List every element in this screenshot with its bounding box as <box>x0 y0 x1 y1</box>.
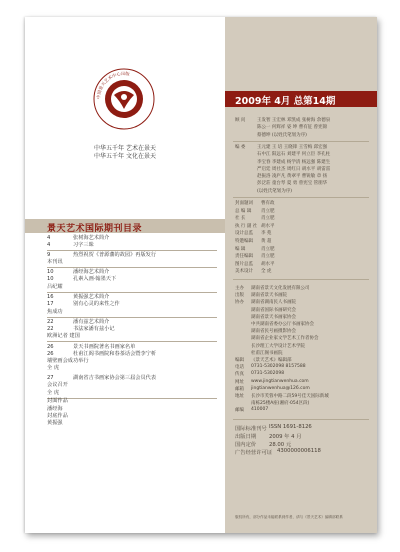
toc-entry-title[interactable]: 张树海艺术简介 <box>73 235 110 241</box>
right-column <box>225 17 377 533</box>
toc-divider <box>47 292 217 293</box>
staff-role: 总 编 辑 <box>235 208 252 214</box>
staff-role: 美术设计 <box>235 269 253 275</box>
publisher-label: 电话 <box>235 365 244 371</box>
publisher-value: 中共湖南省委办公厅书画家协会 <box>251 322 314 327</box>
publisher-value: 湖南省国际书画研究会 <box>251 307 296 313</box>
staff-names: 胡水平 <box>261 261 275 267</box>
toc-entry-title[interactable]: 会议召开 <box>47 382 68 388</box>
toc-divider <box>47 341 217 342</box>
toc-divider <box>47 267 217 268</box>
toc-entry-title[interactable]: 焦成功 <box>47 309 63 315</box>
toc-entry-page: 4 <box>47 235 51 241</box>
toc-divider <box>47 317 217 318</box>
issn-value: ISSN 1691-8126 <box>269 424 312 430</box>
publisher-value: 杜甫江阁书画院 <box>251 350 283 356</box>
staff-names: 胡水平 <box>261 223 275 229</box>
staff-names: 李宝春 李建成 杨学清 杨远强 陈建生 <box>257 159 331 165</box>
toc-entry-title[interactable]: 习字三昧 <box>73 242 94 248</box>
toc-entry-page: 10 <box>47 269 54 275</box>
toc-entry-page: 26 <box>47 344 54 350</box>
toc-title: 景天艺术国际期刊目录 <box>47 224 143 234</box>
footnote: 版权所有，部分作品未能联系到作者，请与《景天艺术》编辑部联系 <box>235 515 343 519</box>
toc-entry-title[interactable]: 封面作品 <box>47 398 68 404</box>
publisher-label: 传真 <box>235 372 244 378</box>
staff-names: (以姓氏笔划为序) <box>257 188 293 194</box>
toc-entry-title[interactable]: 潘经海艺术简介 <box>73 269 110 275</box>
staff-names: 彭泛莊 童台琴 夏 勇 曾宪宝 管朋华 <box>257 181 328 187</box>
toc-banner <box>25 219 225 233</box>
issn-label: 出版日期 <box>235 434 257 440</box>
toc-entry-title[interactable]: 黄振强 <box>47 420 63 426</box>
publisher-divider <box>233 279 369 280</box>
issn-divider <box>233 419 369 420</box>
toc-entry-page: 22 <box>47 319 54 325</box>
issn-label: 国内定价 <box>235 442 257 448</box>
toc-entry-title[interactable]: 本刊讯 <box>47 259 63 265</box>
issn-label: 国际标准刊号 <box>235 426 267 432</box>
staff-role: 社 长 <box>235 216 246 222</box>
staff-role: 设计总监 <box>235 231 253 237</box>
staff-names: 全 虎 <box>261 269 272 275</box>
staff-names: 黄 超 <box>261 239 272 244</box>
toc-entry-title[interactable]: 景天书画院著名书画家名单 <box>73 344 136 350</box>
toc-entry-title[interactable]: 别有心灵的来性之作 <box>73 301 120 307</box>
issn-value: 4300000006118 <box>277 448 321 454</box>
toc-entry-title[interactable]: 热烈祝贺《普源藩的故园》再版发行 <box>73 252 157 258</box>
staff-names: 肖立肥 <box>261 246 275 252</box>
left-column <box>25 17 225 533</box>
publisher-value: 湖南省企业家文学艺术工作者协会 <box>251 336 319 342</box>
staff-role: 顾 问 <box>235 118 246 123</box>
staff-names: 赵振洛 凌庐凡 黄翠平 曹锐敏 章 扬 <box>257 174 328 180</box>
publisher-value: 南栋25楼A座(湘府·054区段) <box>251 401 310 407</box>
staff-names: 肖立肥 <box>261 208 275 214</box>
staff-names: 严启廷 周社杰 周红日 胡水平 胡雷雷 <box>257 166 331 172</box>
toc-entry-page: 9 <box>47 252 51 258</box>
staff-role: 编 辑 <box>235 246 246 252</box>
toc-entry-title[interactable]: 潘有兹艺术简介 <box>73 319 110 325</box>
emblem-logo-icon <box>92 67 156 131</box>
staff-names: 陈公一 何辉祥 姿 坤 曹有征 曾宪锦 <box>257 125 328 131</box>
toc-entry-page: 27 <box>47 375 54 381</box>
publisher-value: 湖南省湖南民人书画院 <box>251 300 296 306</box>
publisher-value: 湖南省民号画摄影协会 <box>251 329 296 335</box>
issue-label: 2009年 4月 总第14期 <box>235 96 336 107</box>
staff-names: 肖立肥 <box>261 254 275 260</box>
staff-names: 石中江 阳远石 刘建平 何立臣 李孔柱 <box>257 152 331 158</box>
publisher-value: 0731-5302098 <box>251 371 285 377</box>
publisher-value: 湖南省景天书画院 <box>251 293 287 299</box>
publisher-label: 编辑 <box>235 358 244 363</box>
toc-entry-title[interactable]: 书法家潘有兹小记 <box>73 326 115 332</box>
toc-entry-title[interactable]: 杜甫江阁书画院和春茶话会暨李宁析 <box>73 351 157 357</box>
staff-divider <box>233 197 369 198</box>
issn-value: 28.00 元 <box>269 442 292 448</box>
publisher-value: jingtianwenhua@126.com <box>251 385 310 391</box>
staff-role: 编 委 <box>235 144 246 150</box>
staff-names: 曹有政 <box>261 201 275 206</box>
toc-entry-title[interactable]: 墙壁画会成功举行 <box>47 358 89 364</box>
staff-names: 王元建 王 培 王晓锋 王雪梅 邱宏强 <box>257 144 328 150</box>
toc-entry-page: 4 <box>47 242 51 248</box>
mottos <box>65 145 185 161</box>
motto-line-2: 中华五千年 文化在景天 <box>94 153 156 160</box>
staff-role: 责任编辑 <box>235 254 253 260</box>
toc-divider <box>47 250 217 251</box>
publisher-value: 长沙市芙蓉中路二段59号佳天国际新城 <box>251 394 329 399</box>
publisher-value: 湖南省景天书画家协会 <box>251 314 296 320</box>
toc-entry-title[interactable]: 吕纪耀 <box>47 284 63 290</box>
staff-names: 肖立肥 <box>261 216 275 222</box>
toc-entry-title[interactable]: 孔素入画·翰墨天下 <box>73 276 117 282</box>
toc-entry-title[interactable]: 封底作品 <box>47 413 68 419</box>
toc-entry-title[interactable]: 黄振强艺术简介 <box>73 294 110 300</box>
staff-names: 王发智 王宏林 邓凯成 张树海 余德泉 <box>257 118 331 123</box>
publisher-label: 网址 <box>235 379 244 385</box>
issn-value: 2009 年 4 月 <box>269 434 302 440</box>
publisher-label: 地址 <box>235 394 244 399</box>
magazine-page <box>25 17 377 533</box>
toc-entry-title[interactable]: 湖南省吉书画家协会第三届会员代表 <box>73 375 157 381</box>
toc-entry-page: 16 <box>47 294 54 300</box>
publisher-label: 邮箱 <box>235 386 244 392</box>
motto-line-1: 中华五千年 艺术在景天 <box>94 145 156 152</box>
staff-names: 李 苑 <box>261 231 272 237</box>
issn-label: 广告经营许可证 <box>235 450 273 456</box>
publisher-label: 邮编 <box>235 408 244 414</box>
publisher-value: 湖南省景天文化发展有限公司 <box>251 286 310 291</box>
publisher-value: 长沙理工大学设计艺术学院 <box>251 343 305 349</box>
publisher-label: 协办 <box>235 300 244 306</box>
toc-entry-page: 22 <box>47 326 54 332</box>
toc-entry-title[interactable]: 全 虎 <box>47 390 60 396</box>
toc-entry-title[interactable]: 全 虎 <box>47 365 60 371</box>
publisher-value: www.jingtianwenhua.com <box>251 378 309 384</box>
publisher-value: 410007 <box>251 407 269 413</box>
logo-ring-text: 中国景天艺术中心出版 <box>96 71 130 100</box>
publisher-label: 主办 <box>235 286 244 291</box>
toc-entry-title[interactable]: 潘经海 <box>47 406 63 412</box>
staff-role: 封面题词 <box>235 201 253 206</box>
staff-role: 特邀编辑 <box>235 239 253 244</box>
staff-divider <box>233 141 369 142</box>
publisher-label: 出版 <box>235 293 244 299</box>
toc-entry-page: 17 <box>47 301 54 307</box>
staff-role: 图片总监 <box>235 261 253 267</box>
staff-role: 执 行 副 社 <box>235 223 258 229</box>
staff-names: 蔡德坤 (以姓氏笔划为序) <box>257 132 307 138</box>
toc-entry-title[interactable]: 欧洲记者 建国 <box>47 333 80 339</box>
toc-entry-page: 10 <box>47 276 54 282</box>
toc-entry-page: 26 <box>47 351 54 357</box>
toc-divider <box>47 398 217 399</box>
publisher-value: 0731-5302098 8157588 <box>251 364 306 370</box>
publisher-value: 《景天艺术》编辑部 <box>251 358 292 363</box>
issue-bar <box>225 91 377 107</box>
